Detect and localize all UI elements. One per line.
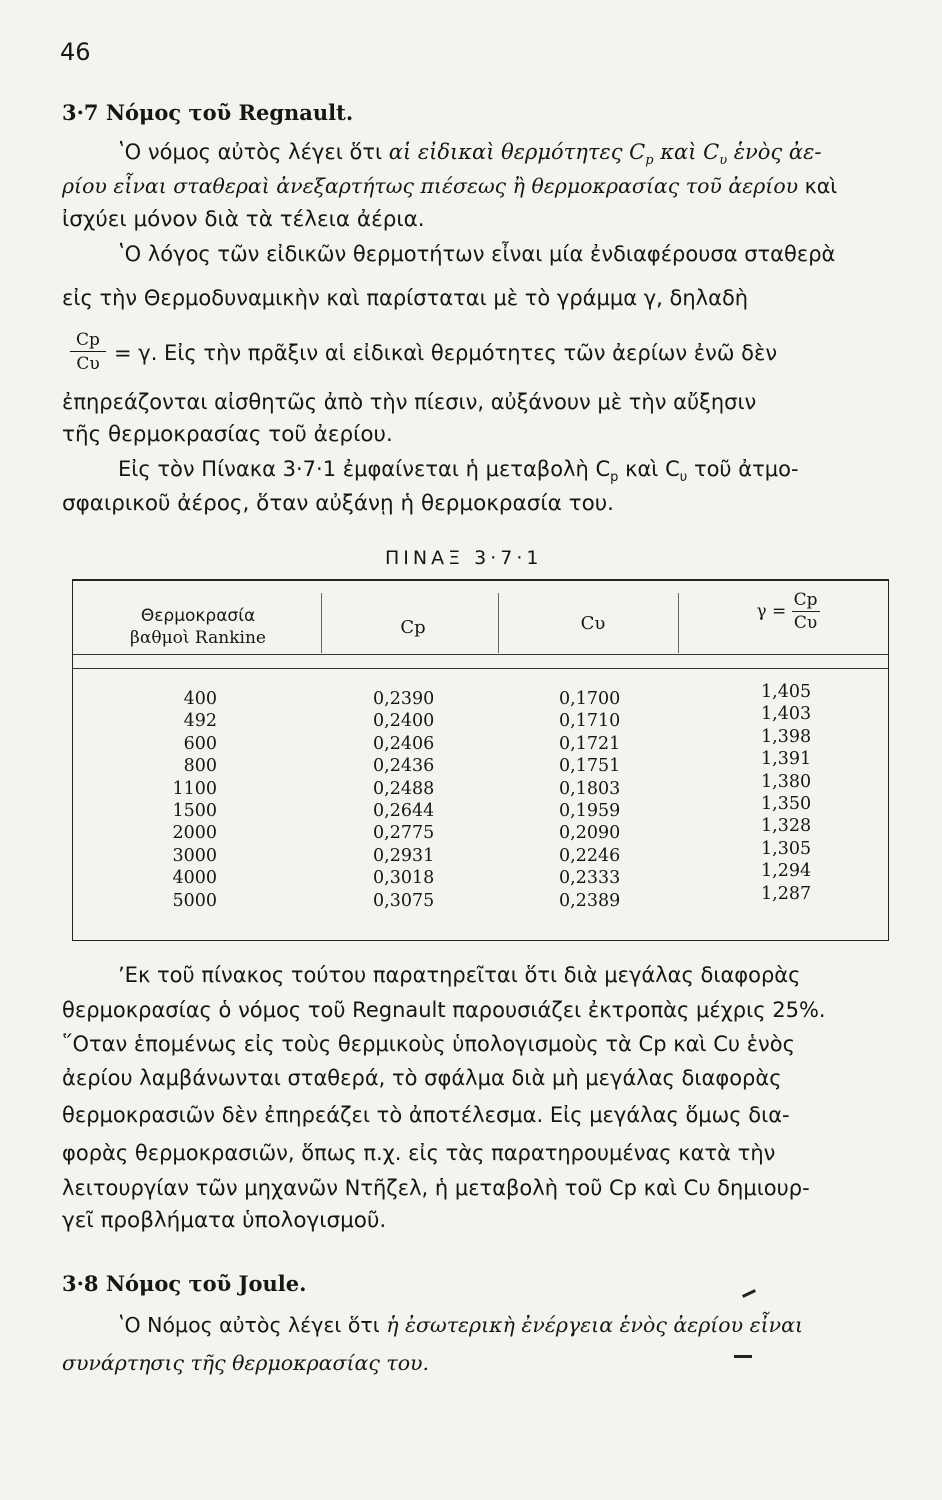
table-cell-cp: 0,2775 xyxy=(373,823,435,844)
paragraph-1-line-3: ἰσχύει μόνον διὰ τὰ τέλεια ἀέρια. xyxy=(62,207,425,232)
table-cell-temperature: 4000 xyxy=(172,868,217,889)
data-table xyxy=(72,579,889,941)
text-run-italic: ρίου εἶναι σταθεραὶ ἀνεξαρτήτως πιέσεως ἢ θερμοκρασίας τοῦ ἀερίου xyxy=(62,174,799,198)
text-run: καὶ xyxy=(798,174,838,198)
paragraph-3-line-2: σφαιρικοῦ ἀέρος, ὅταν αὐξάνῃ ἡ θερμοκρασία του. xyxy=(62,491,615,516)
ratio-fraction xyxy=(70,330,106,374)
table-cell-cv: 0,2333 xyxy=(559,868,621,889)
header-cp: Cp xyxy=(400,617,426,638)
table-cell-temperature: 600 xyxy=(183,733,217,754)
column-divider xyxy=(678,593,679,653)
table-cell-cp: 0,2931 xyxy=(373,845,435,866)
table-cell-gamma: 1,380 xyxy=(761,771,812,792)
pencil-mark xyxy=(742,1289,756,1298)
text-run-italic xyxy=(388,140,822,169)
table-cell-cp: 0,2390 xyxy=(373,689,435,709)
column-divider xyxy=(321,593,322,653)
table-cell-cp: 0,3075 xyxy=(373,890,435,911)
table-cell-gamma: 1,287 xyxy=(761,883,812,904)
paragraph-2-line-2: εἰς τὴν Θερμοδυναμικὴν καὶ παρίσταται μὲ τὸ γράμμα γ, δηλαδὴ xyxy=(62,286,749,310)
paragraph-2-line-1: ʽΟ λόγος τῶν εἰδικῶν θερμοτήτων εἶναι μία ἐνδιαφέρουσα σταθερὰ xyxy=(118,242,836,266)
table-cell-cv: 0,1700 xyxy=(559,689,621,709)
table-cell-cv: 0,2090 xyxy=(559,823,621,844)
table-cell-temperature: 1500 xyxy=(172,801,217,822)
subscript: p xyxy=(645,153,654,169)
column-temperature xyxy=(163,688,217,912)
paragraph-3-line-1 xyxy=(118,455,799,492)
subscript: υ xyxy=(719,153,728,169)
table-cell-cp: 0,2406 xyxy=(373,733,435,754)
gamma-denominator: Cυ xyxy=(793,613,818,633)
gamma-numerator: Cp xyxy=(793,590,818,610)
paragraph-1-line-2 xyxy=(62,172,837,200)
table-cell-gamma: 1,405 xyxy=(761,682,812,702)
table-cell-cv: 0,1721 xyxy=(559,733,621,754)
table-cell-cp: 0,2400 xyxy=(373,711,435,732)
table-cell-cv: 0,1710 xyxy=(559,711,621,732)
text-run: καὶ C xyxy=(618,457,680,481)
paragraph-5-line-2: συνάρτησις τῆς θερμοκρασίας του. xyxy=(62,1351,430,1375)
table-cell-temperature: 3000 xyxy=(172,845,217,866)
table-cell-gamma: 1,391 xyxy=(761,749,812,770)
paragraph-4-line-7: λειτουργίαν τῶν μηχανῶν Ντῆζελ, ἡ μεταβολὴ τοῦ Cp καὶ Cυ δημιουρ- xyxy=(62,1176,810,1200)
subscript: υ xyxy=(679,470,688,486)
text-run: Εἰς τὸν Πίνακα 3·7·1 ἐμφαίνεται ἡ μεταβολὴ C xyxy=(118,457,611,481)
table-cell-cp: 0,2436 xyxy=(373,756,435,777)
table-cell-gamma: 1,403 xyxy=(761,704,812,725)
fraction-denominator: Cυ xyxy=(76,354,100,374)
text-run: καὶ C xyxy=(653,140,720,164)
column-gamma xyxy=(761,681,821,905)
text-run: ἑνὸς ἀε- xyxy=(727,140,822,164)
header-temperature-line-2: βαθμοὶ Rankine xyxy=(130,628,266,648)
paragraph-4-line-5: θερμοκρασιῶν δὲν ἐπηρεάζει τὸ ἀποτέλεσμα. Εἰς μεγάλας ὅμως δια- xyxy=(62,1103,790,1127)
gamma-fraction xyxy=(792,589,820,634)
table-cell-gamma: 1,398 xyxy=(761,726,812,747)
table-cell-cv: 0,2389 xyxy=(559,890,621,911)
subscript: p xyxy=(610,470,619,486)
table-cell-gamma: 1,305 xyxy=(761,838,812,859)
paragraph-2-line-5: τῆς θερμοκρασίας τοῦ ἀερίου. xyxy=(62,422,393,447)
pencil-mark xyxy=(734,1355,752,1358)
table-cell-cp: 0,2644 xyxy=(373,801,435,822)
fraction-numerator: Cp xyxy=(70,330,106,352)
table-cell-cv: 0,1959 xyxy=(559,801,621,822)
table-cell-temperature: 492 xyxy=(183,711,217,732)
table-cell-cp: 0,3018 xyxy=(373,868,435,889)
table-cell-cv: 0,1803 xyxy=(559,778,621,799)
table-caption: ΠΙΝΑΞ 3·7·1 xyxy=(385,547,543,569)
header-cv: Cυ xyxy=(580,613,606,634)
column-divider xyxy=(498,593,499,653)
table-cell-gamma: 1,350 xyxy=(761,794,812,815)
table-cell-temperature: 5000 xyxy=(172,890,217,911)
paragraph-4-line-3: ῞Οταν ἑπομένως εἰς τοὺς θερμικοὺς ὑπολογισμοὺς τὰ Cp καὶ Cυ ἑνὸς xyxy=(62,1032,795,1056)
text-run: τοῦ ἀτμο- xyxy=(687,457,799,481)
text-run: αἱ εἰδικαὶ θερμότητες C xyxy=(388,140,646,164)
table-cell-gamma: 1,294 xyxy=(761,861,812,882)
section-heading-3-8: 3·8 Νόμος τοῦ Joule. xyxy=(62,1271,307,1296)
table-cell-cv: 0,1751 xyxy=(559,756,621,777)
paragraph-4-line-8: γεῖ προβλήματα ὑπολογισμοῦ. xyxy=(62,1208,387,1233)
column-cv xyxy=(559,688,631,912)
text-run-italic: ἡ ἐσωτερικὴ ἐνέργεια ἑνὸς ἀερίου εἶναι xyxy=(386,1313,803,1337)
section-heading-3-7: 3·7 Νόμος τοῦ Regnault. xyxy=(62,100,354,125)
table-cell-cp: 0,2488 xyxy=(373,778,435,799)
paragraph-4-line-4: ἀερίου λαμβάνωνται σταθερά, τὸ σφάλμα διὰ μὴ μεγάλας διαφορὰς xyxy=(62,1066,782,1090)
text-run: ʽΟ νόμος αὐτὸς λέγει ὅτι xyxy=(118,140,389,164)
paragraph-4-line-1: ʼΕκ τοῦ πίνακος τούτου παρατηρεῖται ὅτι διὰ μεγάλας διαφορὰς xyxy=(118,963,801,987)
table-cell-cv: 0,2246 xyxy=(559,845,621,866)
paragraph-4-line-6: φορὰς θερμοκρασιῶν, ὅπως π.χ. εἰς τὰς παρατηρουμένας κατὰ τὴν xyxy=(62,1141,776,1165)
table-cell-temperature: 1100 xyxy=(172,778,217,799)
table-cell-temperature: 2000 xyxy=(172,823,217,844)
table-cell-gamma: 1,328 xyxy=(761,816,812,837)
page-number: 46 xyxy=(60,38,91,66)
gamma-lhs: γ = xyxy=(756,601,787,622)
header-gamma xyxy=(713,589,863,634)
column-cp xyxy=(373,688,445,912)
paragraph-4-line-2: θερμοκρασίας ὁ νόμος τοῦ Regnault παρουσιάζει ἐκτροπὰς μέχρις 25%. xyxy=(62,998,826,1022)
table-cell-temperature: 400 xyxy=(183,689,217,709)
header-temperature xyxy=(93,605,303,649)
paragraph-1-line-1 xyxy=(118,138,821,175)
header-temperature-line-1: Θερμοκρασία xyxy=(140,606,256,626)
paragraph-5-line-1 xyxy=(118,1311,803,1339)
table-cell-temperature: 800 xyxy=(183,756,217,777)
paragraph-2-line-4: ἐπηρεάζονται αἰσθητῶς ἀπὸ τὴν πίεσιν, αὐξάνουν μὲ τὴν αὔξησιν xyxy=(62,390,757,414)
header-divider xyxy=(73,668,888,669)
header-divider xyxy=(73,654,888,655)
text-run: ʽΟ Νόμος αὐτὸς λέγει ὅτι xyxy=(118,1313,387,1337)
paragraph-2-line-3: = γ. Εἰς τὴν πρᾶξιν αἱ εἰδικαὶ θερμότητες τῶν ἀερίων ἐνῶ δὲν xyxy=(114,341,778,365)
